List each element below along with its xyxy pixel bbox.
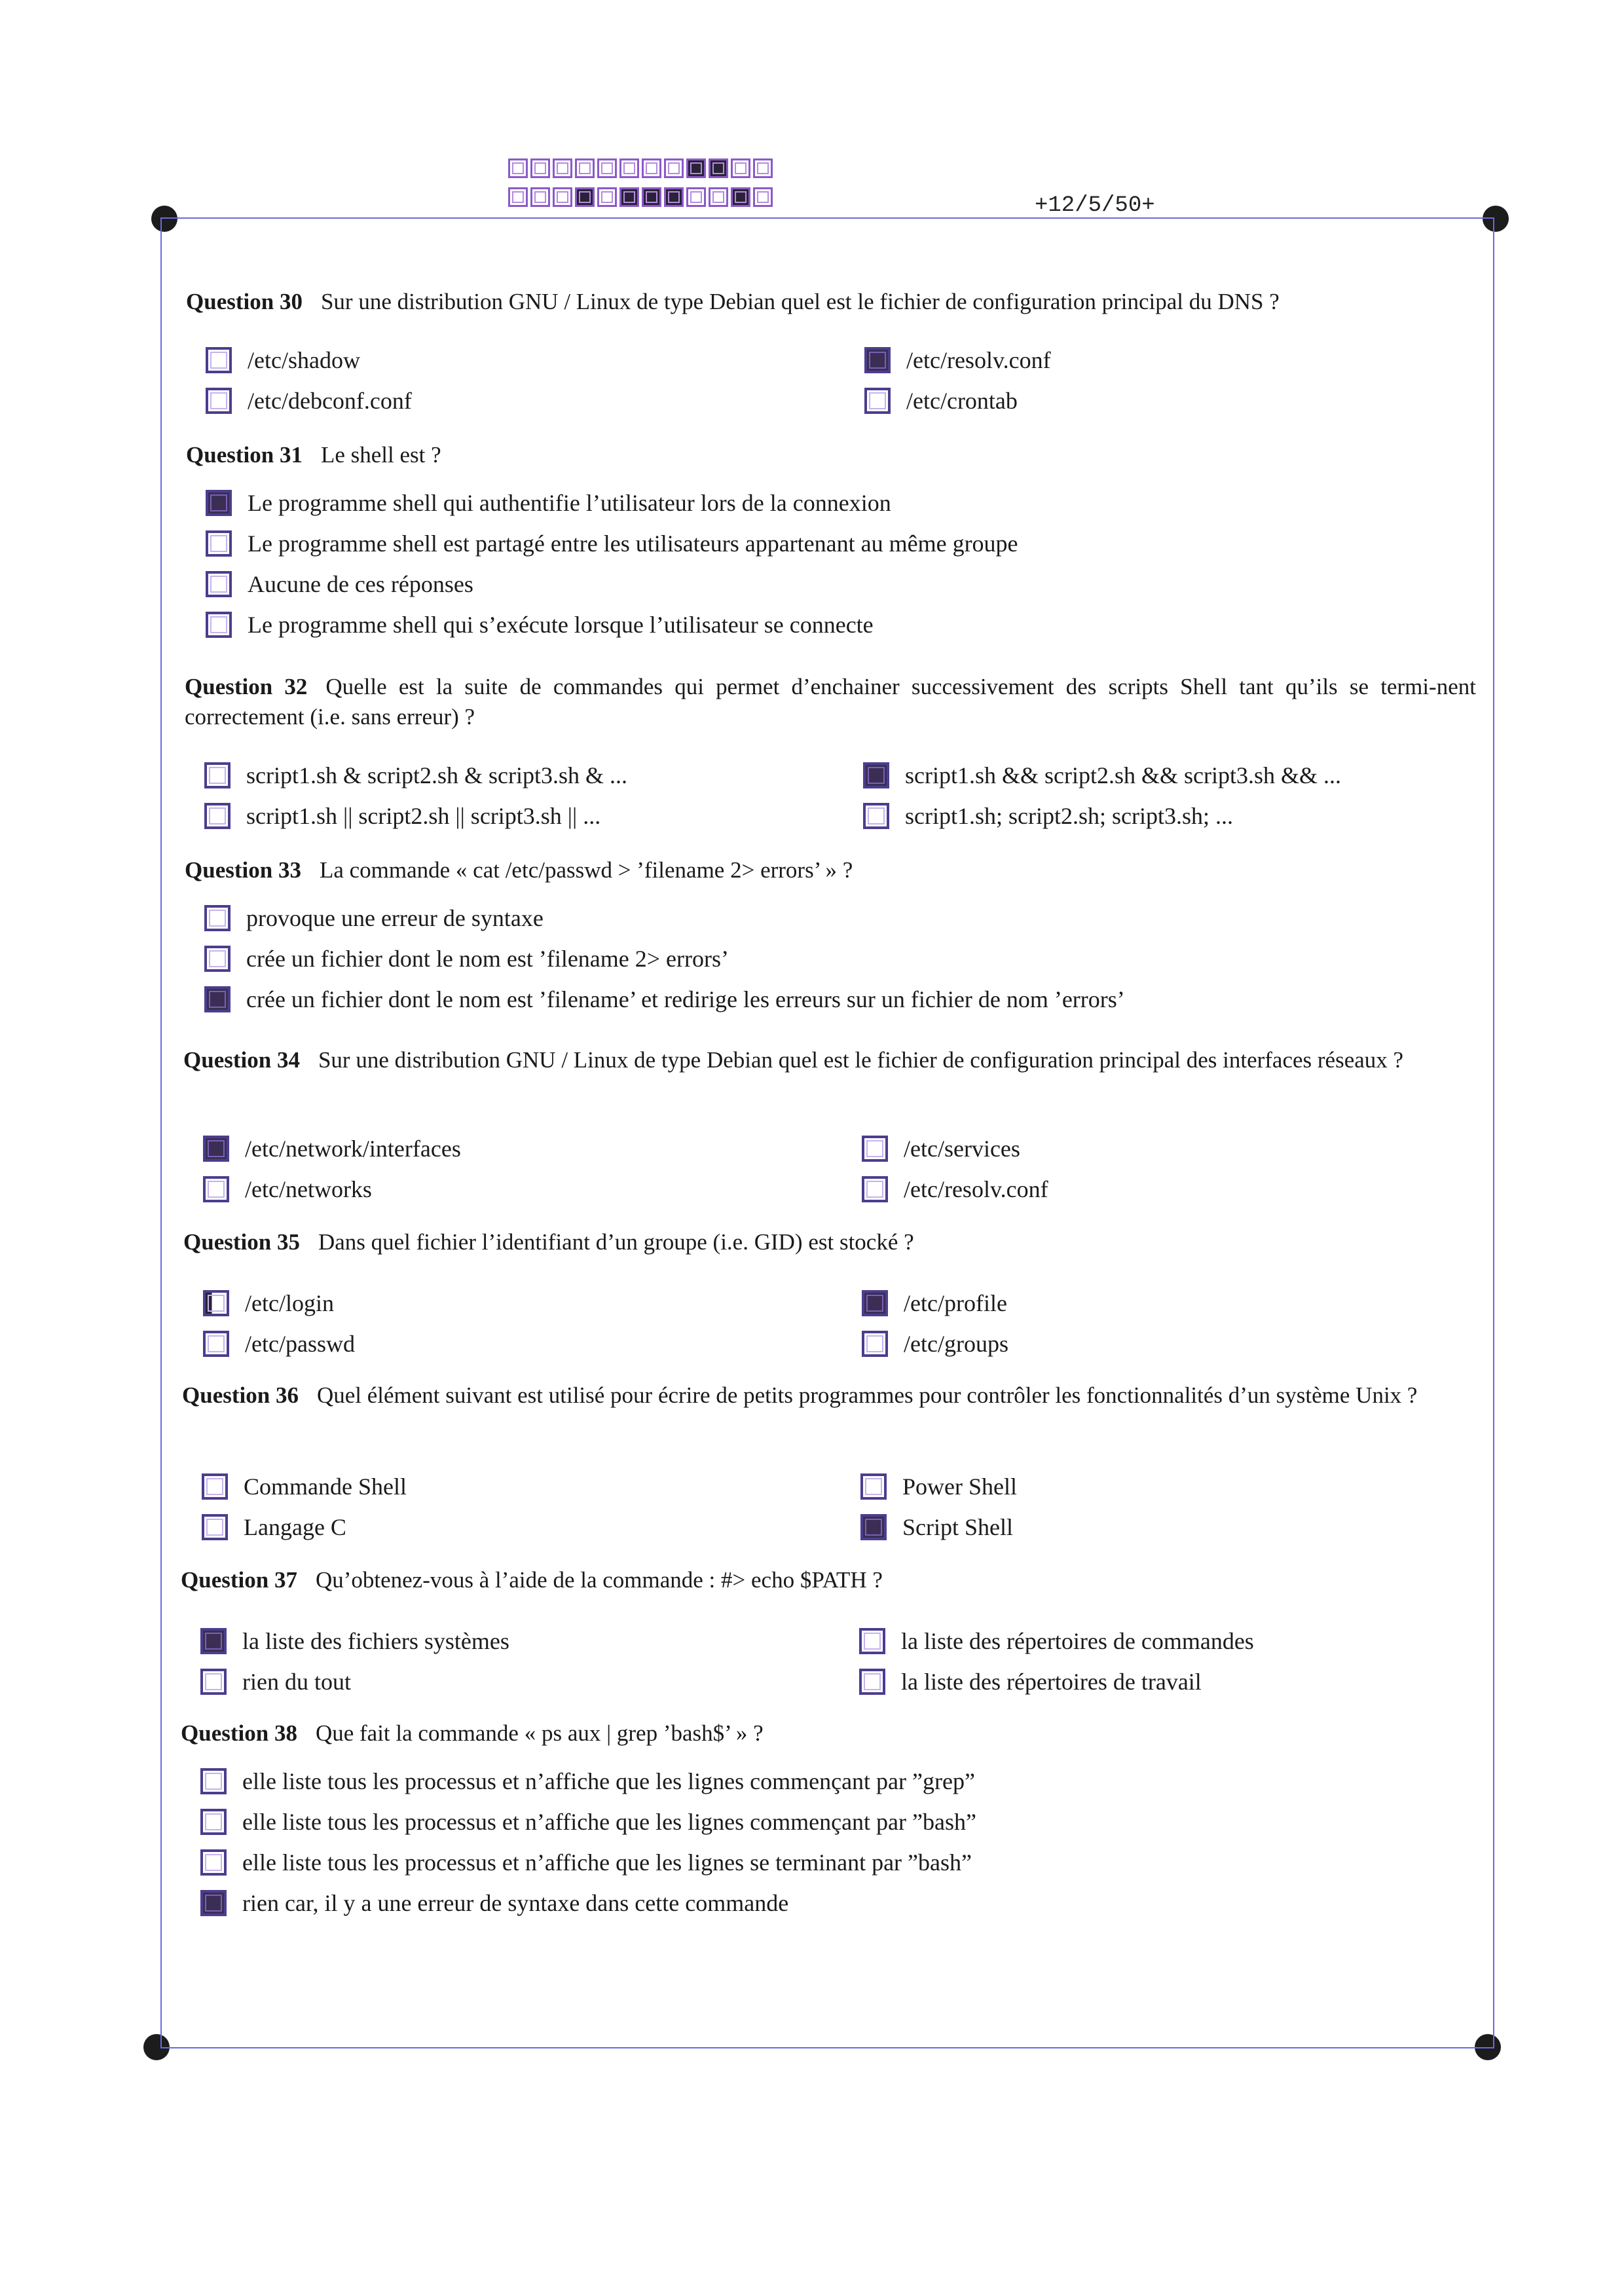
answer-label: Commande Shell [244,1473,407,1500]
answer-label: la liste des répertoires de commandes [901,1628,1254,1654]
answer-checkbox[interactable] [200,1890,227,1916]
answer-label: Langage C [244,1514,346,1540]
answer-checkbox[interactable] [860,1473,887,1500]
answer-checkbox[interactable] [859,1628,885,1654]
question-text: La commande « cat /etc/passwd > ’filename 2> errors’ » ? [319,857,853,883]
answer-option[interactable] [860,1514,1013,1540]
answer-option[interactable] [204,905,544,931]
answer-option[interactable] [204,803,600,829]
answer-checkbox[interactable] [202,1514,228,1540]
answer-option[interactable] [203,1331,355,1357]
answer-label: /etc/login [245,1290,334,1316]
answer-checkbox[interactable] [859,1669,885,1695]
answer-option[interactable] [860,1473,1017,1500]
question-32-header [185,672,1476,732]
answer-checkbox[interactable] [203,1136,229,1162]
answer-option[interactable] [203,1136,461,1162]
answer-checkbox[interactable] [200,1768,227,1794]
question-33-header [185,855,1476,885]
question-number: Question 38 [181,1720,297,1746]
answer-label: elle liste tous les processus et n’affiche que les lignes commençant par ”grep” [242,1768,975,1794]
answer-label: /etc/debconf.conf [248,388,412,414]
answer-label: rien car, il y a une erreur de syntaxe dans cette commande [242,1890,789,1916]
answer-option[interactable] [862,1176,1048,1202]
answer-label: crée un fichier dont le nom est ’filename’ et redirige les erreurs sur un fichier de nom ’errors’ [246,986,1125,1012]
answer-option[interactable] [864,347,1051,373]
answer-label: Le programme shell est partagé entre les utilisateurs appartenant au même groupe [248,530,1018,557]
question-number: Question 33 [185,857,301,883]
answer-label: elle liste tous les processus et n’affiche que les lignes commençant par ”bash” [242,1809,976,1835]
answer-option[interactable] [200,1669,351,1695]
answer-label: rien du tout [242,1669,351,1695]
question-34-header [183,1045,1476,1075]
binary-code-square [508,158,528,178]
question-number: Question 30 [186,289,303,314]
answer-label: /etc/profile [904,1290,1007,1316]
answer-option[interactable] [863,803,1233,829]
answer-label: /etc/crontab [906,388,1018,414]
answer-option[interactable] [200,1809,976,1835]
binary-code-square [619,158,639,178]
answer-checkbox[interactable] [206,490,232,516]
answer-checkbox[interactable] [206,347,232,373]
answer-option[interactable] [862,1331,1008,1357]
answer-checkbox[interactable] [860,1514,887,1540]
question-text: Dans quel fichier l’identifiant d’un groupe (i.e. GID) est stocké ? [318,1229,914,1255]
answer-checkbox[interactable] [200,1669,227,1695]
question-36-header [182,1380,1476,1411]
answer-option[interactable] [200,1849,972,1876]
binary-code-square [553,158,572,178]
question-text: Quel élément suivant est utilisé pour écrire de petits programmes pour contrôler les fonctionnalités d’un système Unix ? [316,1382,1418,1408]
binary-code-row [508,158,773,178]
answer-option[interactable] [204,986,1125,1012]
answer-checkbox[interactable] [203,1176,229,1202]
binary-code-square [642,158,661,178]
binary-code-square [530,187,550,207]
answer-label: Le programme shell qui s’exécute lorsque l’utilisateur se connecte [248,612,874,638]
answer-option[interactable] [859,1669,1202,1695]
answer-checkbox[interactable] [204,986,231,1012]
answer-label: la liste des répertoires de travail [901,1669,1202,1695]
answer-label: provoque une erreur de syntaxe [246,905,544,931]
binary-code-square [575,187,595,207]
answer-checkbox[interactable] [863,803,889,829]
question-text: Qu’obtenez-vous à l’aide de la commande : #> echo $PATH ? [315,1567,883,1593]
answer-label: Aucune de ces réponses [248,571,473,597]
binary-code-square [597,158,617,178]
answer-option[interactable] [206,530,1018,557]
question-text: Sur une distribution GNU / Linux de type Debian quel est le fichier de configuration principal des interfaces réseaux ? [318,1047,1404,1073]
answer-label: /etc/services [904,1136,1020,1162]
binary-code-square [731,187,750,207]
answer-option[interactable] [200,1628,509,1654]
question-number: Question 36 [182,1382,299,1408]
answer-checkbox[interactable] [204,803,231,829]
binary-code-square [642,187,661,207]
answer-option[interactable] [859,1628,1254,1654]
answer-label: /etc/resolv.conf [906,347,1051,373]
answer-checkbox[interactable] [200,1628,227,1654]
answer-option[interactable] [206,347,360,373]
answer-checkbox[interactable] [206,388,232,414]
answer-option[interactable] [203,1290,334,1316]
answer-label: /etc/shadow [248,347,360,373]
answer-checkbox[interactable] [202,1473,228,1500]
answer-checkbox[interactable] [862,1331,888,1357]
answer-option[interactable] [206,490,891,516]
binary-code-square [686,187,706,207]
answer-checkbox[interactable] [204,946,231,972]
answer-label: script1.sh && script2.sh && script3.sh && ... [905,762,1341,788]
question-number: Question 34 [183,1047,300,1073]
question-31-header [186,440,1476,470]
answer-checkbox[interactable] [206,571,232,597]
answer-option[interactable] [206,388,412,414]
answer-label: /etc/passwd [245,1331,355,1357]
answer-checkbox[interactable] [200,1809,227,1835]
answer-option[interactable] [202,1473,407,1500]
answer-option[interactable] [862,1136,1020,1162]
answer-option[interactable] [204,762,627,788]
answer-checkbox[interactable] [200,1849,227,1876]
answer-option[interactable] [206,612,874,638]
question-number: Question 35 [183,1229,300,1255]
binary-code-square [753,187,773,207]
binary-code-square [575,158,595,178]
binary-code-square [731,158,750,178]
binary-code-square [664,187,684,207]
question-number: Question 31 [186,442,303,468]
binary-code-square [753,158,773,178]
binary-code-square [530,158,550,178]
answer-label: /etc/groups [904,1331,1008,1357]
answer-label: /etc/resolv.conf [904,1176,1048,1202]
answer-option[interactable] [202,1514,346,1540]
answer-label: script1.sh; script2.sh; script3.sh; ... [905,803,1233,829]
binary-code-square [553,187,572,207]
answer-option[interactable] [200,1890,788,1916]
answer-checkbox[interactable] [862,1136,888,1162]
answer-label: script1.sh & script2.sh & script3.sh & ... [246,762,627,788]
question-35-header [183,1227,1476,1257]
binary-code-square [709,187,728,207]
question-number: Question 32 [185,674,308,699]
page-identifier: +12/5/50+ [1035,193,1155,218]
question-text: Sur une distribution GNU / Linux de type Debian quel est le fichier de configuration principal du DNS ? [320,289,1280,314]
question-text: Que fait la commande « ps aux | grep ’bash$’ » ? [315,1720,764,1746]
answer-checkbox[interactable] [862,1290,888,1316]
binary-code-square [619,187,639,207]
answer-checkbox[interactable] [204,762,231,788]
answer-label: crée un fichier dont le nom est ’filename 2> errors’ [246,946,729,972]
answer-checkbox[interactable] [862,1176,888,1202]
answer-label: Le programme shell qui authentifie l’utilisateur lors de la connexion [248,490,891,516]
question-37-header [181,1565,1476,1595]
question-38-header [181,1718,1476,1749]
binary-code-row [508,187,773,207]
answer-option[interactable] [204,946,729,972]
answer-checkbox[interactable] [863,762,889,788]
question-30-header [186,287,1476,317]
answer-option[interactable] [863,762,1341,788]
answer-checkbox[interactable] [203,1331,229,1357]
answer-label: /etc/networks [245,1176,372,1202]
answer-option[interactable] [203,1176,372,1202]
answer-option[interactable] [200,1768,975,1794]
answer-label: elle liste tous les processus et n’affiche que les lignes se terminant par ”bash” [242,1849,972,1876]
answer-option[interactable] [864,388,1018,414]
answer-option[interactable] [862,1290,1007,1316]
binary-code-square [664,158,684,178]
answer-label: script1.sh || script2.sh || script3.sh || ... [246,803,601,829]
answer-checkbox[interactable] [203,1290,229,1316]
answer-checkbox[interactable] [864,388,891,414]
answer-label: Power Shell [902,1473,1017,1500]
binary-code-square [597,187,617,207]
answer-checkbox[interactable] [206,530,232,557]
binary-code-square [709,158,728,178]
question-number: Question 37 [181,1567,297,1593]
answer-label: Script Shell [902,1514,1013,1540]
answer-label: /etc/network/interfaces [245,1136,461,1162]
answer-checkbox[interactable] [206,612,232,638]
answer-label: la liste des fichiers systèmes [242,1628,509,1654]
answer-option[interactable] [206,571,473,597]
binary-code-square [686,158,706,178]
binary-code-square [508,187,528,207]
question-text: Le shell est ? [320,442,441,468]
answer-checkbox[interactable] [204,905,231,931]
answer-checkbox[interactable] [864,347,891,373]
question-text: Quelle est la suite de commandes qui permet d’enchainer successivement des scripts Shell tant qu’ils se termi-nent correctement (i.e. sans erreur) ? [185,674,1476,730]
